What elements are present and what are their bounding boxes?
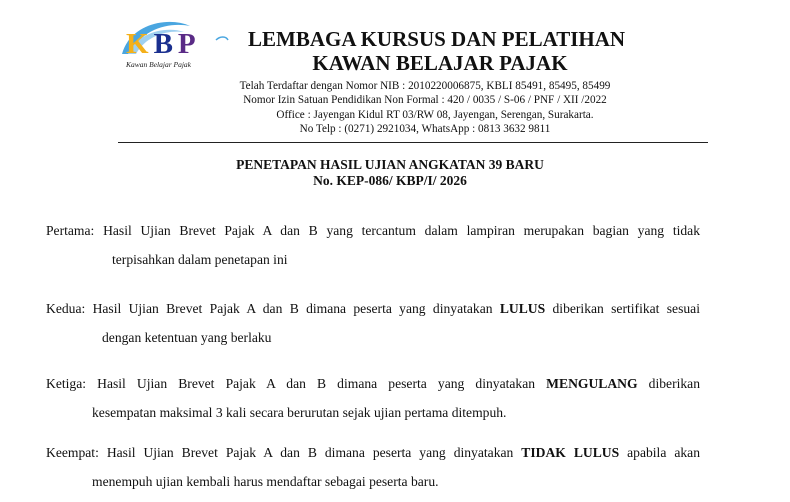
org-name-line2: KAWAN BELAJAR PAJAK: [312, 51, 568, 75]
clause-text: Hasil Ujian Brevet Pajak A dan B yang tercantum dalam lampiran merupakan bagian yang tidak: [103, 223, 701, 238]
clause-continuation: kesempatan maksimal 3 kali secara berurutan sejak ujian pertama ditempuh.: [92, 405, 507, 420]
clause-continuation: terpisahkan dalam penetapan ini: [112, 252, 288, 267]
clause-label: Kedua:: [46, 301, 86, 316]
document-title: PENETAPAN HASIL UJIAN ANGKATAN 39 BARU: [236, 157, 544, 172]
logo-letters: [126, 28, 201, 61]
status-tidak-lulus: TIDAK LULUS: [521, 445, 620, 460]
registration-office: Office : Jayengan Kidul RT 03/RW 08, Jayengan, Serengan, Surakarta.: [276, 109, 594, 121]
status-lulus: LULUS: [499, 301, 546, 316]
document-number: No. KEP-086/ KBP/I/ 2026: [313, 173, 467, 188]
clause-label: Pertama:: [46, 223, 95, 238]
clause-continuation: dengan ketentuan yang berlaku: [102, 330, 272, 345]
clause-text-after: apabila akan: [619, 445, 700, 460]
logo-tagline: Kawan Belajar Pajak: [126, 60, 191, 69]
clause-label: Ketiga:: [46, 376, 87, 391]
status-mengulang: MENGULANG: [546, 376, 638, 391]
registration-phone: No Telp : (0271) 2921034, WhatsApp : 0813 3632 9811: [299, 123, 551, 135]
org-name-line1: LEMBAGA KURSUS DAN PELATIHAN: [248, 27, 626, 51]
clause-text: Hasil Ujian Brevet Pajak A dan B dimana peserta yang dinyatakan: [97, 376, 547, 391]
registration-izin: Nomor Izin Satuan Pendidikan Non Formal : 420 / 0035 / S-06 / PNF / XII /2022: [243, 94, 607, 106]
clause-kedua: [46, 294, 700, 352]
clause-continuation: menempuh ujian kembali harus mendaftar sebagai peserta baru.: [92, 474, 439, 489]
logo-letter-k: K: [126, 28, 154, 60]
registration-nib: Telah Terdaftar dengan Nomor NIB : 2010220006875, KBLI 85491, 85495, 85499: [239, 80, 611, 92]
clause-ketiga: [46, 369, 700, 427]
clause-pertama: [46, 216, 700, 274]
clause-text-after: diberikan: [637, 376, 701, 391]
clause-keempat: [46, 438, 700, 496]
header-divider: [118, 142, 708, 143]
logo-letter-p: P: [177, 28, 201, 60]
clause-text: Hasil Ujian Brevet Pajak A dan B dimana peserta yang dinyatakan: [92, 301, 500, 316]
logo-letter-b: B: [153, 28, 178, 60]
clause-label: Keempat:: [46, 445, 99, 460]
kbp-logo: [108, 14, 232, 74]
clause-text-after: diberikan sertifikat sesuai: [545, 301, 700, 316]
clause-text: Hasil Ujian Brevet Pajak A dan B dimana peserta yang dinyatakan: [106, 445, 522, 460]
